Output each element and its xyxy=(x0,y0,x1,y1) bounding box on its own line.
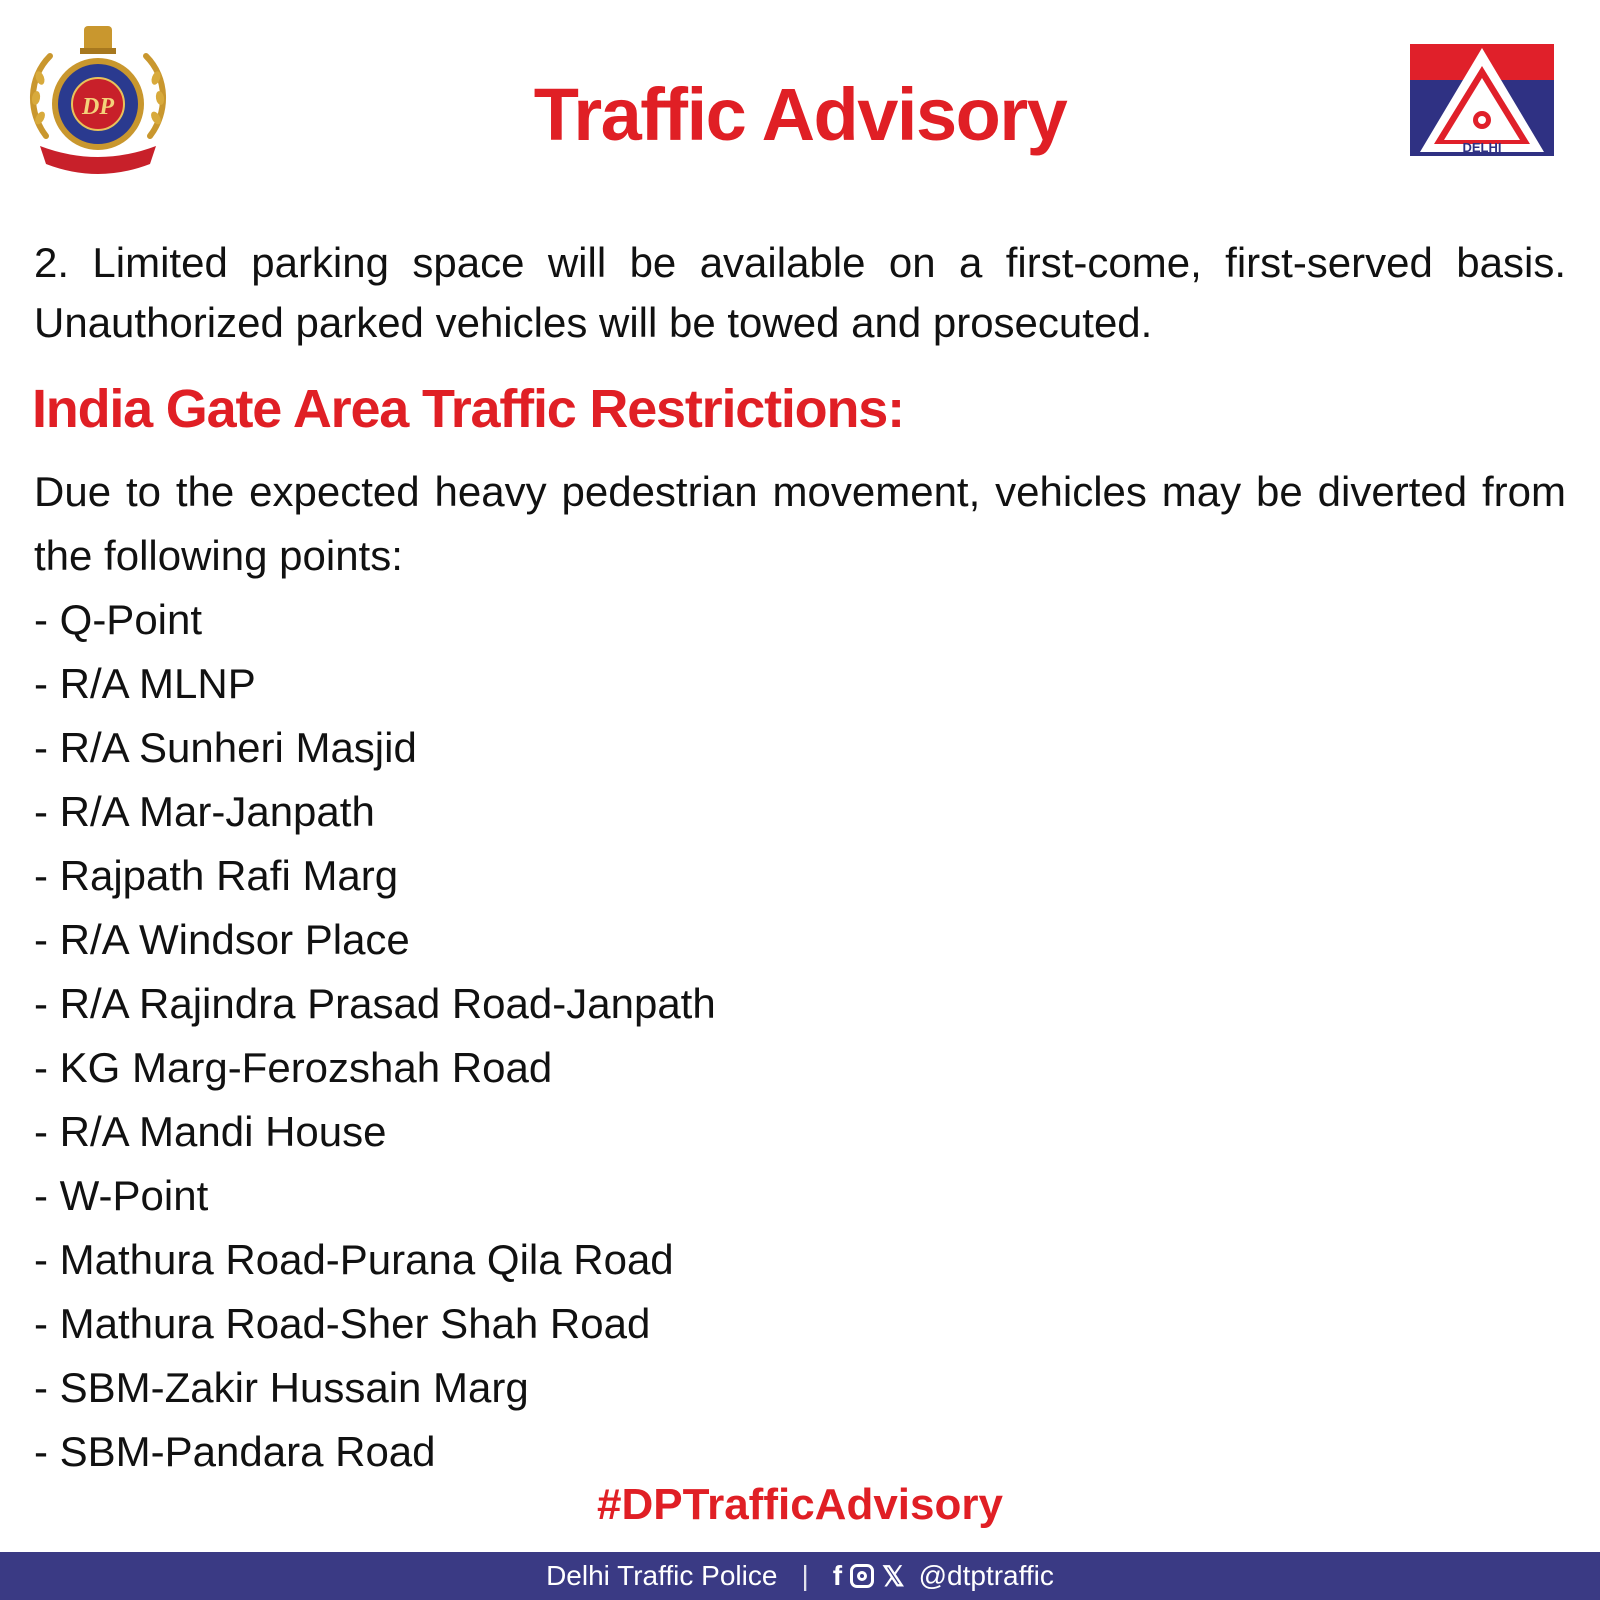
list-item: - KG Marg-Ferozshah Road xyxy=(34,1044,553,1091)
list-item: - SBM-Zakir Hussain Marg xyxy=(34,1364,529,1411)
page-title: Traffic Advisory xyxy=(533,73,1067,156)
footer-handle: @dtptraffic xyxy=(918,1560,1054,1591)
instagram-icon xyxy=(850,1564,874,1588)
list-item: - R/A Windsor Place xyxy=(34,916,410,963)
parking-paragraph: 2. Limited parking space will be available on a first-come, first-served basis. Unauthorized parked vehicles will be towed and prosecuted. xyxy=(34,239,1566,346)
footer-separator: | xyxy=(801,1560,809,1591)
list-item: - R/A Mandi House xyxy=(34,1108,387,1155)
dp-monogram: DP xyxy=(82,94,114,120)
diversion-points-list xyxy=(34,588,716,1484)
hashtag: #DPTrafficAdvisory xyxy=(597,1480,1003,1529)
list-item: - Mathura Road-Purana Qila Road xyxy=(34,1236,674,1283)
list-item: - Rajpath Rafi Marg xyxy=(34,852,399,899)
social-icons xyxy=(833,1560,905,1593)
list-item: - R/A Sunheri Masjid xyxy=(34,724,417,771)
footer-org-name: Delhi Traffic Police xyxy=(546,1560,778,1591)
list-item: - R/A Rajindra Prasad Road-Janpath xyxy=(34,980,716,1027)
diversion-paragraph: Due to the expected heavy pedestrian movement, vehicles may be diverted from the following points: xyxy=(34,468,1566,579)
x-icon: 𝕏 xyxy=(882,1560,905,1592)
list-item: - R/A MLNP xyxy=(34,660,256,707)
list-item: - Q-Point xyxy=(34,596,203,643)
list-item: - Mathura Road-Sher Shah Road xyxy=(34,1300,651,1347)
section-title: India Gate Area Traffic Restrictions: xyxy=(32,379,904,439)
footer-bar xyxy=(0,1552,1600,1600)
delhi-label: DELHI xyxy=(1462,140,1502,155)
list-item: - SBM-Pandara Road xyxy=(34,1428,436,1475)
list-item: - R/A Mar-Janpath xyxy=(34,788,375,835)
facebook-icon: f xyxy=(832,1560,843,1591)
list-item: - W-Point xyxy=(34,1172,209,1219)
